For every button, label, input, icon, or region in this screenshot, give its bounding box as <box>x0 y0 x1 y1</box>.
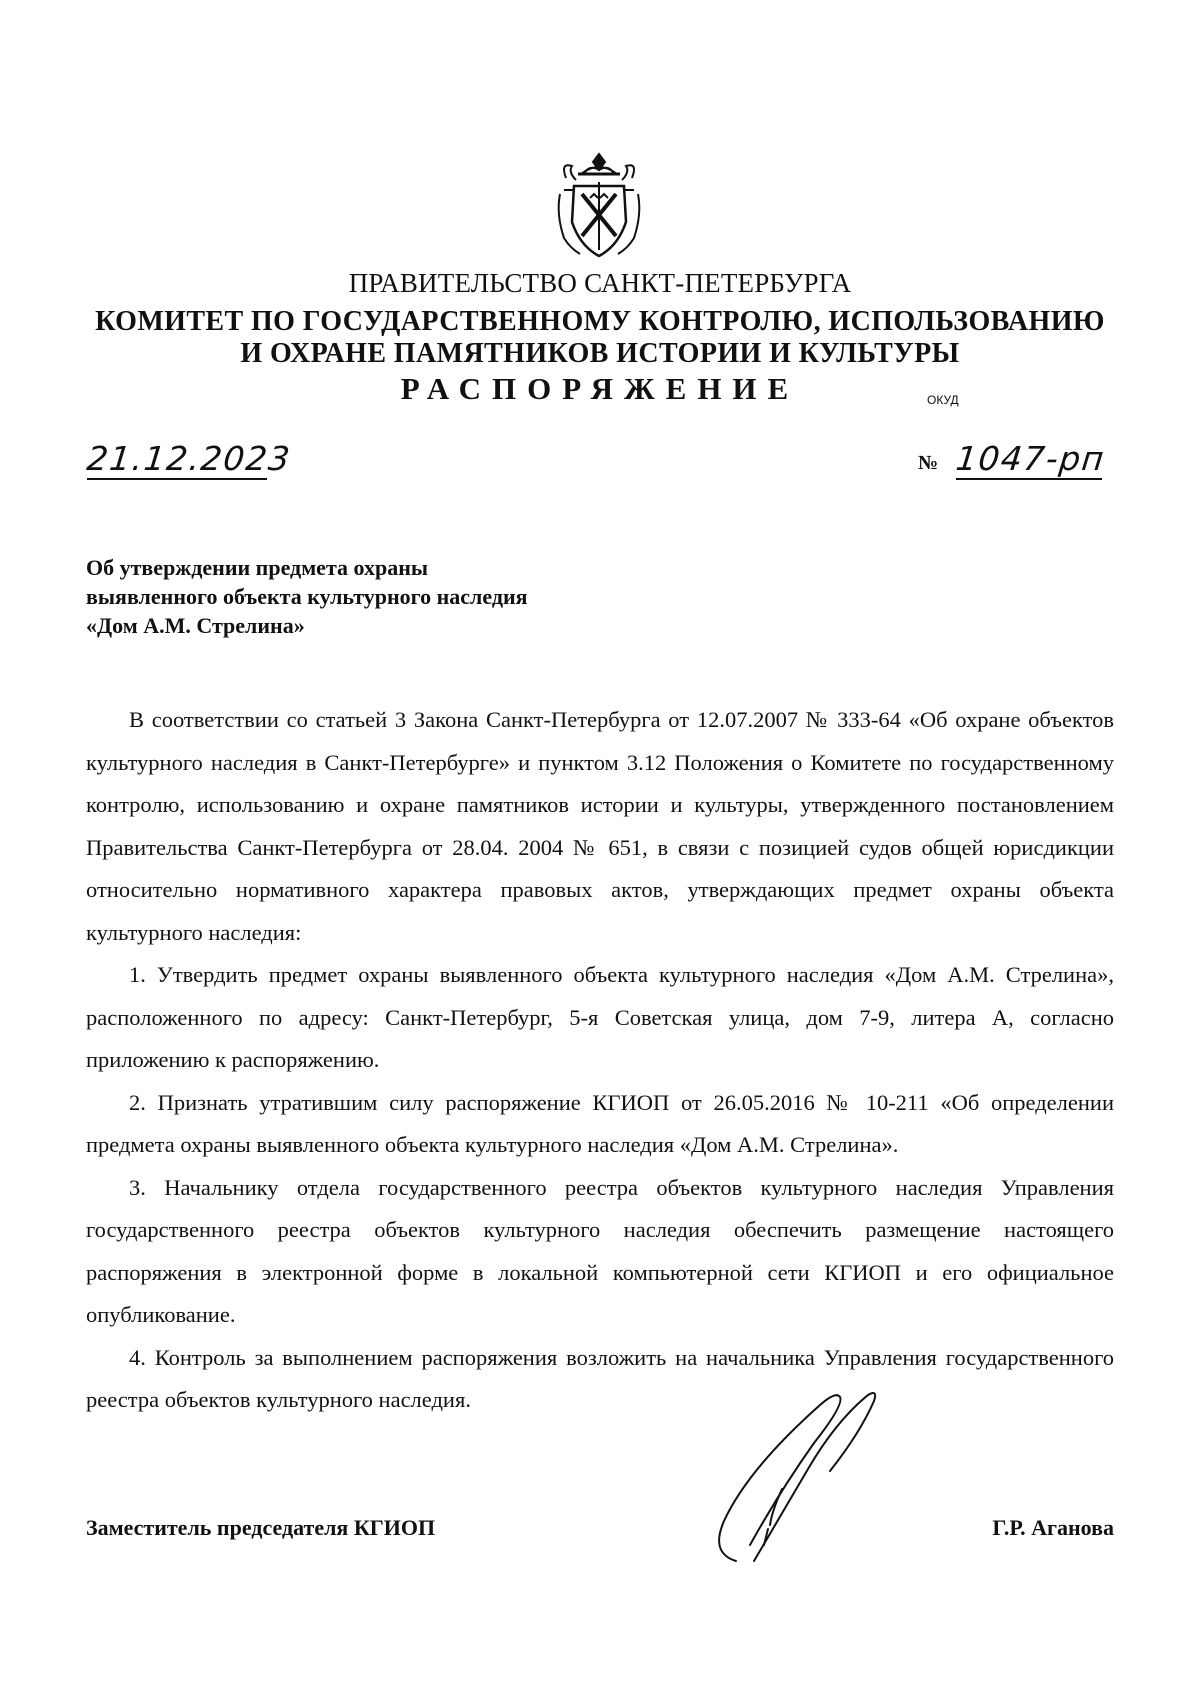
document-type-title: РАСПОРЯЖЕНИЕ <box>400 371 800 406</box>
document-number <box>918 439 1108 478</box>
handwritten-signature-icon <box>690 1385 900 1575</box>
document-date <box>85 439 294 480</box>
government-heading: ПРАВИТЕЛЬСТВО САНКТ-ПЕТЕРБУРГА <box>348 268 852 298</box>
subject-line3: «Дом А.М. Стрелина» <box>86 613 305 638</box>
saint-petersburg-coat-of-arms-icon <box>554 150 644 262</box>
document-number-field <box>954 439 1108 480</box>
committee-heading-line1: КОМИТЕТ ПО ГОСУДАРСТВЕННОМУ КОНТРОЛЮ, ИСПОЛЬЗОВАНИЮ <box>95 306 1105 337</box>
okud-label: ОКУД <box>927 393 959 407</box>
body-item-1: 1. Утвердить предмет охраны выявленного объекта культурного наследия «Дом А.М. Стрелина», расположенного по адресу: Санкт-Петербург, 5-я Советская улица, дом 7-9, литера А, согласно приложению к распоряжению. <box>86 962 1114 1072</box>
body-item-3: 3. Начальнику отдела государственного реестра объектов культурного наследия Управления государственного реестра объектов культурного наследия обеспечить размещение настоящего распоряжения в электронной форме в локальной компьютерной сети КГИОП и его официальное опубликование. <box>86 1174 1114 1327</box>
subject-line1: Об утверждении предмета охраны <box>86 555 429 580</box>
subject-line2: выявленного объекта культурного наследия <box>86 584 528 609</box>
signer-title: Заместитель председателя КГИОП <box>86 1515 436 1540</box>
document-subject <box>86 553 706 640</box>
committee-heading-line2: И ОХРАНЕ ПАМЯТНИКОВ ИСТОРИИ И КУЛЬТУРЫ <box>240 338 960 369</box>
body-preamble: В соответствии со статьей 3 Закона Санкт-Петербурга от 12.07.2007 № 333-64 «Об охране объектов культурного наследия в Санкт-Петербурге» и пунктом 3.12 Положения о Комитете по государственному контролю, использованию и охране памятников истории и культуры, утвержденного постановлением Правительства Санкт-Петербурга от 28.04. 2004 № 651, в связи с позицией судов общей юрисдикции относительно нормативного характера правовых актов, утверждающих предмет охраны объекта культурного наследия: <box>86 707 1114 945</box>
signer-name: Г.Р. Аганова <box>992 1515 1114 1540</box>
document-date-value: 21.12.2023 <box>85 439 294 478</box>
document-body <box>86 699 1114 1422</box>
number-sign: № <box>918 452 939 474</box>
document-number-value: 1047-рп <box>954 439 1108 478</box>
body-item-2: 2. Признать утратившим силу распоряжение КГИОП от 26.05.2016 № 10-211 «Об определении предмета охраны выявленного объекта культурного наследия «Дом А.М. Стрелина». <box>86 1089 1114 1157</box>
body-item-4: 4. Контроль за выполнением распоряжения возложить на начальника Управления государственного реестра объектов культурного наследия. <box>86 1344 1114 1412</box>
